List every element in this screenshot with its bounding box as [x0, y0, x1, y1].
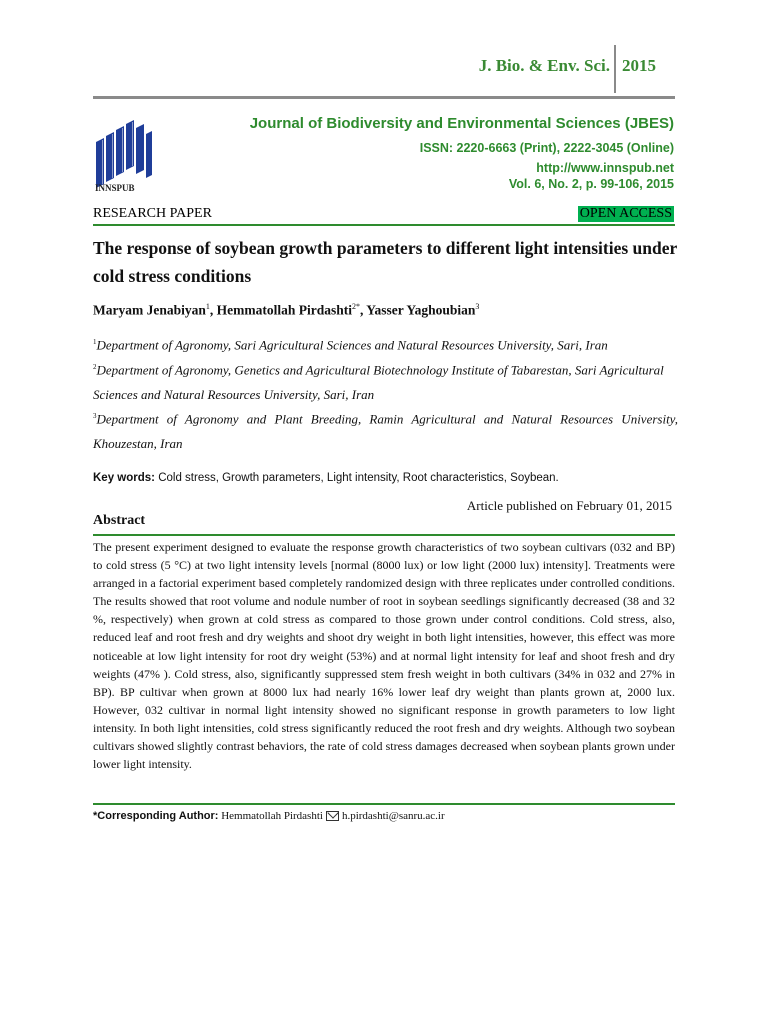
author-affiliation-mark: 3 — [475, 302, 480, 311]
affiliation-mark: 2 — [93, 363, 97, 371]
journal-url-link[interactable]: http://www.innspub.net — [536, 161, 674, 175]
keywords-label: Key words: — [93, 472, 155, 484]
corresponding-name: Hemmatollah Pirdashti — [221, 810, 323, 822]
author-name: Hemmatollah Pirdashti — [216, 302, 352, 318]
author-name: Maryam Jenabiyan — [93, 302, 206, 318]
affiliation — [93, 355, 678, 407]
paper-type-rule — [93, 224, 675, 226]
affiliation-mark: 3 — [93, 412, 97, 420]
logo-text: INNSPUB — [95, 183, 135, 193]
publication-date: Article published on February 01, 2015 — [466, 498, 672, 513]
abstract-rule-bottom — [93, 803, 675, 805]
author-list: Maryam Jenabiyan$^1$, Hemmatollah Pirdashti$^{2*}$, Yasser Yaghoubian$^3$ — [93, 302, 480, 318]
author-name: Yasser Yaghoubian — [366, 302, 476, 318]
journal-title: Journal of Biodiversity and Environmental Sciences (JBES) — [249, 115, 674, 132]
affiliation-text: Department of Agronomy, Genetics and Agricultural Biotechnology Institute of Tabarestan, Sari Agricultural Sciences and Natural Resources University, Sari, Iran — [93, 362, 664, 402]
running-header-journal: J. Bio. & Env. Sci. — [478, 56, 610, 75]
keywords — [93, 472, 678, 484]
open-access-badge: OPEN ACCESS — [579, 206, 672, 221]
header-divider — [614, 45, 616, 93]
affiliation — [93, 404, 678, 456]
abstract-body: The present experiment designed to evaluate the response growth characteristics of two soybean cultivars (032 and BP) to cold stress (5 °C) at two light intensity levels [normal (8000 lux) or low light (2000 lux) intensity]. Treatments were arranged in a factorial experiment based completely randomized design with three replicates under controlled conditions. The results showed that root volume and nodule number of root in soybean seedlings significantly decreased (38 and 32 %, respectively) when grown at cold stress as compared to those grown under control conditions. Cold stress, also, reduced leaf and root fresh and dry weights and shoot dry weight in both light intensities, however, this effect was more noticeable at low light intensity for root dry weight (53%) and at normal light intensity for leaf and shoot fresh and dry weights (47% ). Cold stress, also, significantly suppressed stem fresh weight in both cultivars (34% in 032 and 27% in BP). BP cultivar when grown at 8000 lux had nearly 16% lower leaf dry weight than plants grown at, 2000 lux. However, 032 cultivar in normal light intensity showed no significant response in growth parameters to low light intensity. In both light intensities, cold stress significantly reduced the root fresh and dry weights. Although two soybean cultivars showed slightly contrast behaviors, the rate of cold stress damages decreased when soybean plants grown under lower light intensity. — [93, 540, 675, 772]
paper-title: The response of soybean growth parameters to different light intensities under cold stress conditions — [93, 238, 677, 286]
abstract-rule-top — [93, 534, 675, 536]
corresponding-label: *Corresponding Author: — [93, 810, 219, 822]
header-rule — [93, 96, 675, 99]
affiliation-text: Department of Agronomy and Plant Breeding, Ramin Agricultural and Natural Resources University, Khouzestan, Iran — [93, 411, 678, 451]
corresponding-author — [93, 810, 678, 822]
author-affiliation-mark: 1 — [205, 302, 210, 311]
paper-type-label: RESEARCH PAPER — [93, 206, 212, 221]
keywords-text: Cold stress, Growth parameters, Light intensity, Root characteristics, Soybean. — [158, 472, 559, 484]
journal-issn: ISSN: 2220-6663 (Print), 2222-3045 (Online) — [419, 141, 674, 155]
affiliation — [93, 330, 678, 358]
abstract-heading: Abstract — [93, 513, 146, 528]
affiliation-text: Department of Agronomy, Sari Agricultural Sciences and Natural Resources University, Sari, Iran — [96, 337, 608, 353]
author-affiliation-mark: 2* — [352, 302, 360, 311]
corresponding-email-link[interactable]: h.pirdashti@sanru.ac.ir — [341, 810, 445, 822]
running-header-year: 2015 — [622, 56, 656, 75]
mail-icon — [326, 811, 339, 821]
affiliation-mark: 1 — [93, 338, 97, 346]
journal-volume: Vol. 6, No. 2, p. 99-106, 2015 — [508, 177, 674, 191]
